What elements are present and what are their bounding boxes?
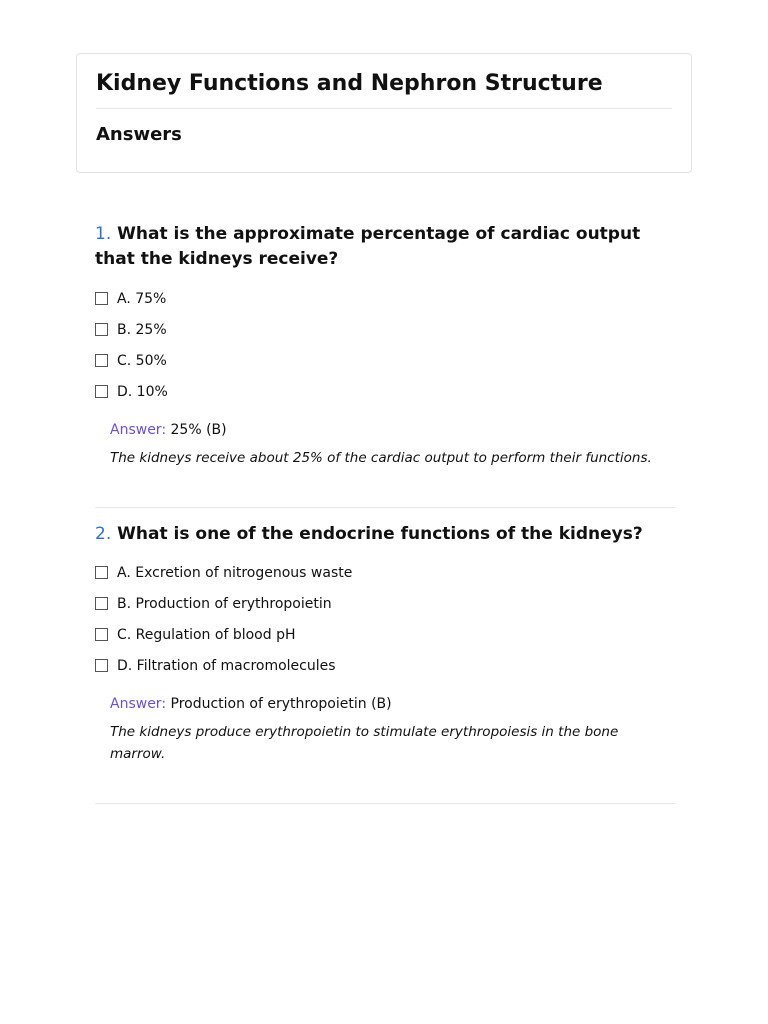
answer-label: Answer: xyxy=(110,422,167,438)
option-label: A. 75% xyxy=(117,290,167,307)
header-card xyxy=(76,53,692,173)
option-label: A. Excretion of nitrogenous waste xyxy=(117,564,353,581)
option-a[interactable] xyxy=(95,283,675,314)
question-number: 1. xyxy=(95,224,112,244)
checkbox[interactable] xyxy=(95,385,108,398)
checkbox[interactable] xyxy=(95,354,108,367)
option-d[interactable] xyxy=(95,376,675,407)
question-1 xyxy=(95,222,675,469)
checkbox[interactable] xyxy=(95,323,108,336)
option-list xyxy=(95,557,675,681)
option-list xyxy=(95,283,675,407)
answer-label: Answer: xyxy=(110,696,167,712)
option-c[interactable] xyxy=(95,345,675,376)
question-divider xyxy=(95,507,675,508)
option-b[interactable] xyxy=(95,588,675,619)
answer-explanation: The kidneys receive about 25% of the cardiac output to perform their functions. xyxy=(110,450,652,466)
checkbox[interactable] xyxy=(95,597,108,610)
checkbox[interactable] xyxy=(95,292,108,305)
option-a[interactable] xyxy=(95,557,675,588)
option-label: D. Filtration of macromolecules xyxy=(117,657,336,674)
option-label: B. Production of erythropoietin xyxy=(117,595,332,612)
question-number: 2. xyxy=(95,524,112,544)
answer-value: Production of erythropoietin (B) xyxy=(170,696,392,712)
answer-explanation: The kidneys produce erythropoietin to stimulate erythropoiesis in the bone marrow. xyxy=(110,724,619,762)
checkbox[interactable] xyxy=(95,659,108,672)
page-title: Kidney Functions and Nephron Structure xyxy=(96,71,603,96)
question-divider xyxy=(95,803,675,804)
header-divider xyxy=(96,108,672,109)
option-b[interactable] xyxy=(95,314,675,345)
option-d[interactable] xyxy=(95,650,675,681)
question-text: What is one of the endocrine functions of the kidneys? xyxy=(117,524,643,544)
option-label: D. 10% xyxy=(117,383,168,400)
question-title xyxy=(95,522,675,547)
page-subtitle: Answers xyxy=(96,124,182,145)
question-text: What is the approximate percentage of cardiac output that the kidneys receive? xyxy=(95,224,641,269)
question-title xyxy=(95,222,675,272)
checkbox[interactable] xyxy=(95,566,108,579)
option-label: B. 25% xyxy=(117,321,167,338)
option-label: C. Regulation of blood pH xyxy=(117,626,296,643)
checkbox[interactable] xyxy=(95,628,108,641)
option-label: C. 50% xyxy=(117,352,167,369)
answer-value: 25% (B) xyxy=(170,422,227,438)
option-c[interactable] xyxy=(95,619,675,650)
answer-line xyxy=(110,694,675,714)
answer-line xyxy=(110,420,675,440)
question-2 xyxy=(95,522,675,765)
